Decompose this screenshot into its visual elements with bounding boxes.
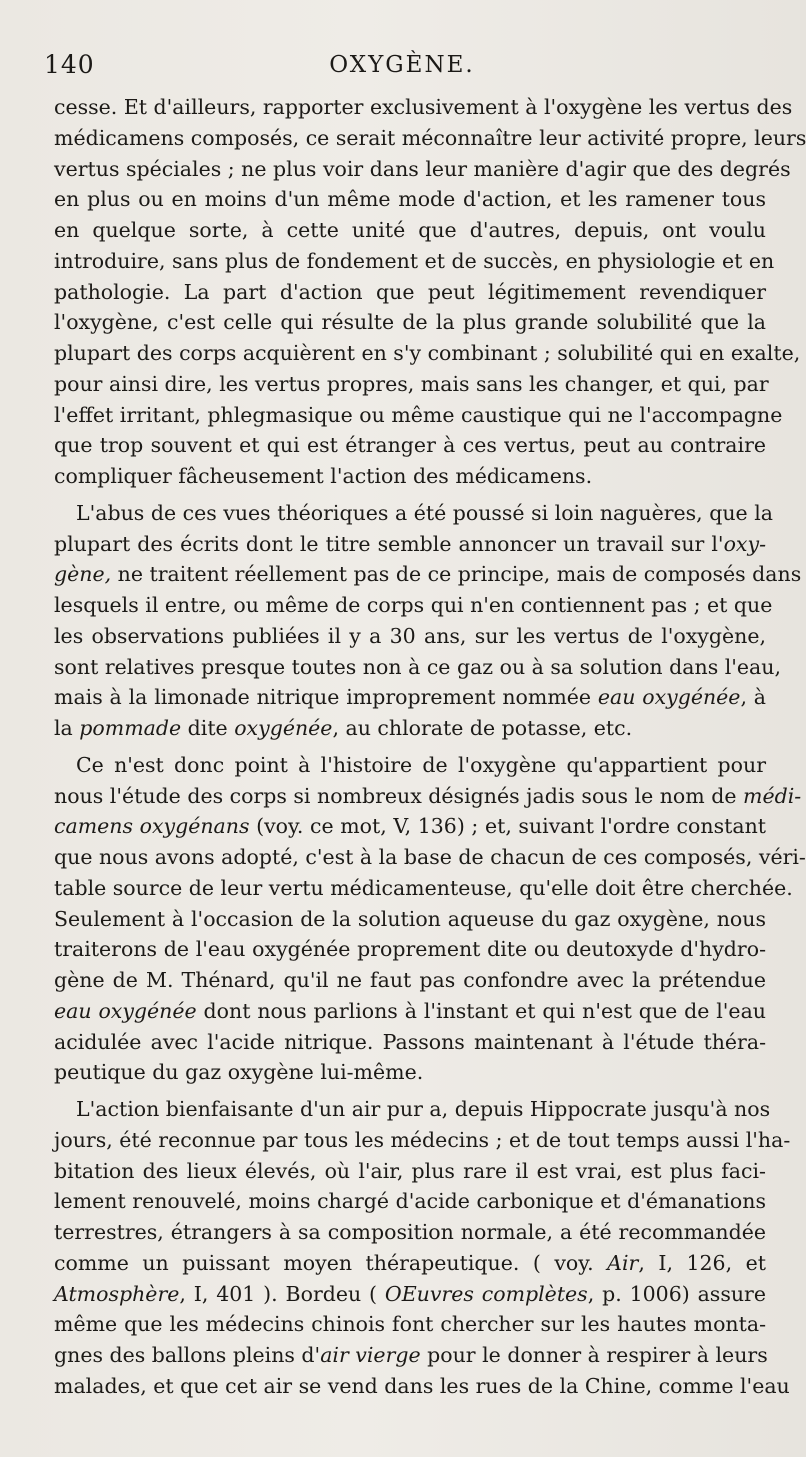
text-segment: malades, et que cet air se vend dans les rues de la Chine, comme l'eau — [54, 1373, 790, 1398]
text-line — [54, 277, 766, 308]
text-segment: lesquels il entre, ou même de corps qui n'en contiennent pas ; et que — [54, 593, 773, 617]
text-segment: compliquer fâcheusement l'action des médicamens. — [54, 464, 593, 488]
italic-text: oxy- — [723, 531, 766, 556]
italic-text: Atmosphère — [54, 1281, 180, 1306]
text-segment: L'abus de ces vues théoriques a été poussé si loin naguères, que la — [76, 500, 773, 525]
text-line — [54, 781, 802, 812]
text-segment: cesse. Et d'ailleurs, rapporter exclusivement à l'oxygène les vertus des — [54, 95, 793, 119]
text-segment: que nous avons adopté, c'est à la base de chacun de ces composés, véri- — [54, 845, 806, 869]
text-segment: que trop souvent et qui est étranger à ces vertus, peut au contraire — [54, 433, 766, 458]
text-line — [54, 154, 791, 185]
text-line — [54, 1371, 790, 1402]
text-segment: , I, 126, et — [638, 1250, 766, 1275]
page-number: 140 — [44, 50, 95, 79]
italic-text: camens oxygénans — [54, 814, 250, 839]
text-line — [54, 1057, 766, 1088]
text-segment: comme un puissant moyen thérapeutique. ( voy. — [54, 1250, 608, 1275]
italic-text: OEuvres complètes — [384, 1281, 588, 1306]
text-segment: en plus ou en moins d'un même mode d'action, et les ramener tous — [54, 187, 766, 212]
page-header — [44, 50, 760, 84]
italic-text: pommade — [79, 716, 182, 740]
text-line — [54, 307, 766, 338]
text-segment: , au chlorate de potasse, etc. — [332, 716, 633, 740]
text-segment: dite — [181, 716, 235, 740]
text-segment: la — [54, 716, 80, 740]
text-line — [54, 1279, 766, 1310]
text-line — [54, 713, 766, 744]
text-line — [54, 590, 773, 621]
paragraph — [54, 1094, 791, 1402]
text-segment: pour le donner à respirer à leurs — [420, 1343, 768, 1367]
italic-text: eau oxygénée — [597, 685, 741, 710]
text-segment: en quelque sorte, à cette unité que d'autres, depuis, ont voulu — [54, 218, 766, 242]
text-segment: ne traitent réellement pas de ce principe, mais de composés dans — [111, 562, 802, 587]
text-segment: lement renouvelé, moins chargé d'acide carbonique et d'émanations — [54, 1189, 766, 1214]
text-line — [54, 811, 766, 842]
text-line — [54, 430, 766, 461]
text-line — [54, 1156, 766, 1187]
text-line — [54, 934, 766, 965]
text-segment: L'action bienfaisante d'un air pur a, depuis Hippocrate jusqu'à nos — [76, 1097, 771, 1121]
text-line — [54, 1217, 766, 1248]
text-line — [54, 123, 806, 154]
text-line — [54, 369, 769, 400]
text-line — [54, 529, 766, 560]
text-line — [54, 1125, 791, 1156]
text-line — [54, 559, 802, 590]
text-segment: gène de M. Thénard, qu'il ne faut pas confondre avec la prétendue — [54, 968, 766, 992]
text-segment: peutique du gaz oxygène lui-même. — [54, 1060, 424, 1085]
text-line — [54, 621, 766, 652]
text-segment: dont nous parlions à l'instant et qui n'est que de l'eau — [196, 998, 766, 1023]
italic-text: eau oxygénée — [54, 998, 197, 1023]
text-line — [54, 965, 766, 996]
text-segment: médicamens composés, ce serait méconnaître leur activité propre, leurs — [54, 125, 806, 150]
italic-text: oxygénée — [234, 716, 333, 740]
text-segment: Seulement à l'occasion de la solution aqueuse du gaz oxygène, nous — [54, 906, 766, 931]
italic-text: Air — [607, 1250, 639, 1275]
text-segment: plupart des corps acquièrent en s'y combinant ; solubilité qui en exalte, — [54, 341, 801, 365]
text-line — [54, 842, 806, 873]
text-line — [54, 1340, 766, 1371]
text-segment: , à — [740, 685, 767, 710]
text-segment: vertus spéciales ; ne plus voir dans leur manière d'agir que des degrés — [54, 156, 791, 181]
text-line — [54, 498, 773, 529]
text-segment: , p. 1006) assure — [587, 1281, 766, 1306]
body-text — [54, 92, 806, 1402]
text-segment: l'effet irritant, phlegmasique ou même caustique qui ne l'accompagne — [54, 402, 783, 427]
paragraph — [54, 750, 806, 1088]
paragraph — [54, 498, 802, 744]
text-line — [54, 652, 781, 683]
text-line — [54, 92, 793, 123]
text-line — [54, 246, 775, 277]
text-line — [54, 461, 766, 492]
text-segment: , I, 401 ). Bordeu ( — [179, 1281, 385, 1306]
text-line — [54, 1248, 766, 1279]
paragraph — [54, 92, 806, 492]
text-segment: plupart des écrits dont le titre semble annoncer un travail sur l' — [54, 531, 724, 556]
running-head: OXYGÈNE. — [329, 52, 475, 78]
text-line — [54, 400, 783, 431]
text-segment: introduire, sans plus de fondement et de succès, en physiologie et en — [54, 248, 775, 273]
text-segment: sont relatives presque toutes non à ce gaz ou à sa solution dans l'eau, — [54, 654, 781, 679]
text-segment: bitation des lieux élevés, où l'air, plus rare il est vrai, est plus faci- — [54, 1158, 766, 1183]
text-segment: terrestres, étrangers à sa composition normale, a été recommandée — [54, 1220, 766, 1244]
text-segment: (voy. ce mot, V, 136) ; et, suivant l'ordre constant — [249, 814, 767, 839]
text-segment: pour ainsi dire, les vertus propres, mais sans les changer, et qui, par — [54, 371, 769, 396]
text-segment: mais à la limonade nitrique improprement nommée — [54, 685, 598, 710]
text-segment: traiterons de l'eau oxygénée proprement dite ou deutoxyde d'hydro- — [54, 937, 766, 962]
text-segment: gnes des ballons pleins d' — [54, 1343, 321, 1367]
text-line — [54, 682, 766, 713]
italic-text: médi- — [743, 783, 802, 808]
text-segment: pathologie. La part d'action que peut légitimement revendiquer — [54, 279, 766, 304]
text-segment: même que les médecins chinois font chercher sur les hautes monta- — [54, 1312, 766, 1337]
text-segment: Ce n'est donc point à l'histoire de l'oxygène qu'appartient pour — [76, 752, 766, 777]
text-line — [54, 215, 766, 246]
text-segment: nous l'étude des corps si nombreux désignés jadis sous le nom de — [54, 783, 744, 808]
text-line — [54, 338, 801, 369]
text-line — [54, 1094, 771, 1125]
italic-text: air vierge — [320, 1343, 421, 1367]
text-segment: les observations publiées il y a 30 ans, sur les vertus de l'oxygène, — [54, 623, 766, 648]
text-line — [54, 996, 766, 1027]
text-segment: l'oxygène, c'est celle qui résulte de la plus grande solubilité que la — [54, 310, 766, 335]
text-segment: jours, été reconnue par tous les médecins ; et de tout temps aussi l'ha- — [54, 1127, 791, 1152]
text-line — [54, 1027, 766, 1058]
text-segment: acidulée avec l'acide nitrique. Passons maintenant à l'étude théra- — [54, 1029, 766, 1054]
text-line — [54, 184, 766, 215]
text-line — [54, 873, 793, 904]
text-segment: table source de leur vertu médicamenteuse, qu'elle doit être cherchée. — [54, 875, 793, 900]
italic-text: gène, — [54, 562, 112, 587]
text-line — [54, 750, 766, 781]
text-line — [54, 1309, 766, 1340]
text-line — [54, 1186, 766, 1217]
text-line — [54, 904, 766, 935]
